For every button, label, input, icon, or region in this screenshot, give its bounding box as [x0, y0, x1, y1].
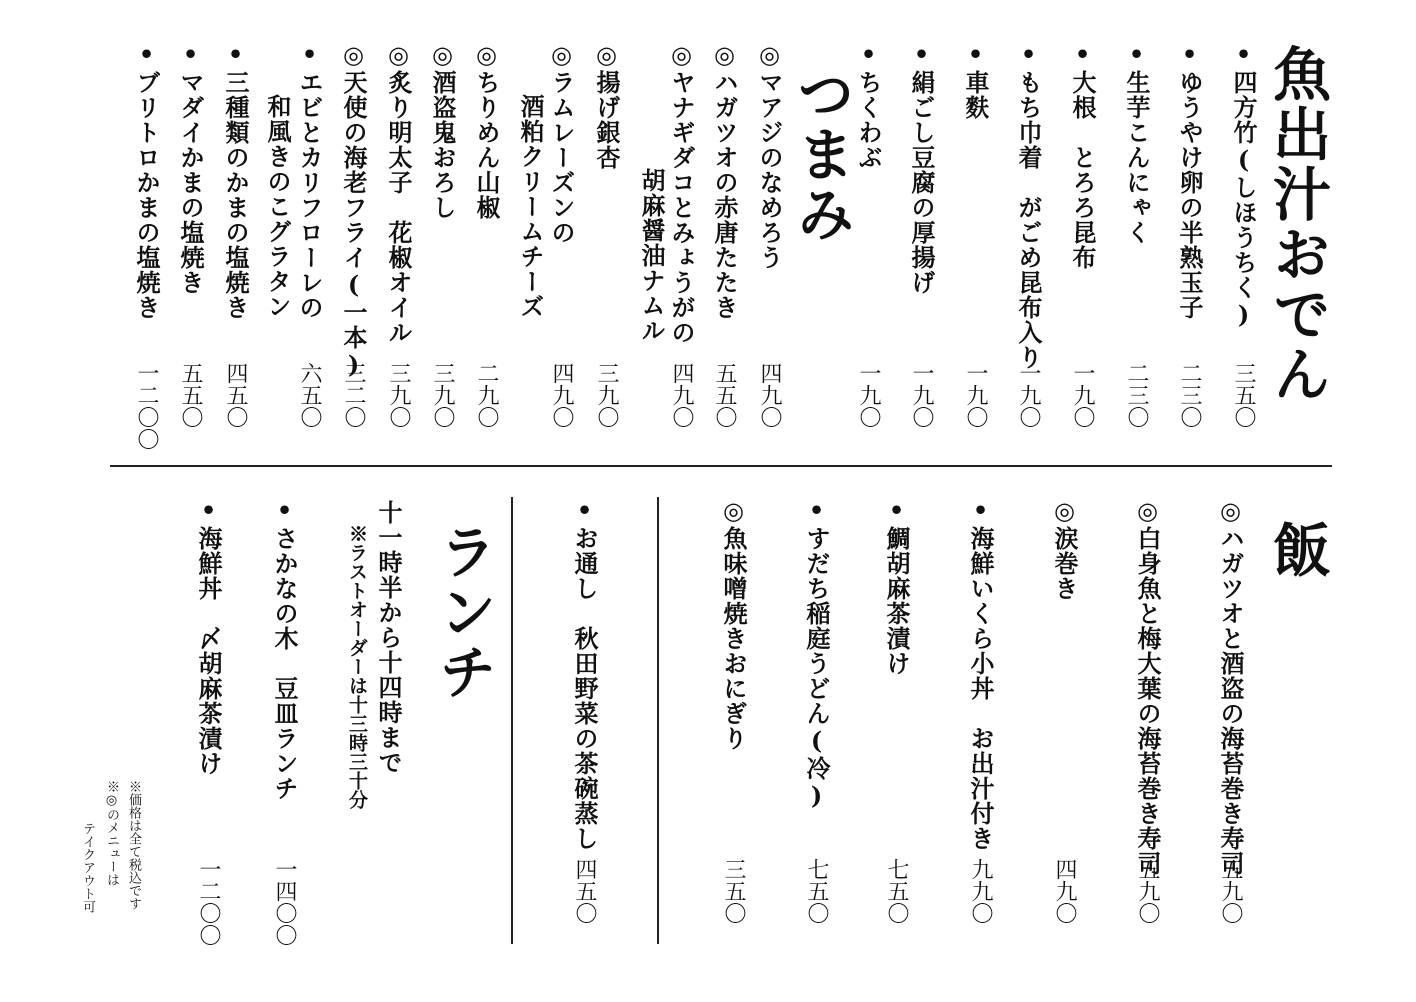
tsumami-price-1: 四九〇: [757, 362, 782, 428]
note-tax: ※価格は全て税込です: [126, 780, 141, 910]
tsumami-price-4: 三九〇: [594, 362, 619, 428]
meshi-item-4: [966, 496, 994, 851]
menu-item-name: ちりめん山椒: [472, 70, 501, 220]
tsumami-price-3: 四九〇: [669, 362, 694, 428]
tsumami-item-5: [547, 40, 575, 245]
tsumami-item-11: [221, 40, 249, 320]
tsumami-title: つまみ: [787, 64, 855, 244]
menu-item-name: マアジのなめろう: [755, 70, 784, 270]
double-circle-icon: ◎: [547, 40, 576, 70]
tsumami-item-6: [472, 40, 500, 220]
tsumami-price-7: 三九〇: [430, 362, 455, 428]
menu-item-name: もち巾着 がごめ昆布入り: [1014, 70, 1043, 370]
bullet-icon: •: [194, 496, 223, 526]
oden-item-6: [961, 40, 989, 120]
tsumami-price-13: 一二〇〇: [134, 362, 159, 450]
menu-item-name: 海鮮いくら小丼 お出汁付き: [966, 526, 995, 851]
tsumami-price-2: 五五〇: [712, 362, 737, 428]
menu-item-name: 酒盗鬼おろし: [428, 70, 457, 220]
menu-item-name: ブリトロかまの塩焼き: [132, 70, 161, 320]
meshi-price-3: 四九〇: [1052, 858, 1077, 924]
menu-item-name: エビとカリフローレの: [295, 70, 324, 320]
oden-price-8: 一九〇: [856, 362, 881, 428]
menu-item-name: ちくわぶ: [854, 70, 883, 170]
otoshi-item: [570, 496, 598, 851]
menu-item-name: 白身魚と梅大葉の海苔巻き寿司: [1133, 526, 1162, 876]
tsumami-item-7: [428, 40, 456, 220]
tsumami-price-10: 六五〇: [297, 362, 322, 428]
meshi-title: 飯: [1263, 520, 1331, 580]
oden-item-2: [1175, 40, 1203, 320]
oden-item-3: [1122, 40, 1150, 245]
menu-item-name: 天使の海老フライ(一本): [339, 70, 368, 380]
menu-item-name: すだち稲庭うどん(冷): [802, 526, 831, 811]
oden-price-3: 二三〇: [1124, 362, 1149, 428]
menu-item-name: 炙り明太子 花椒オイル: [384, 70, 413, 345]
bullet-icon: •: [1068, 40, 1097, 70]
meshi-price-1: 五九〇: [1218, 858, 1243, 924]
tsumami-item-12: [176, 40, 204, 295]
horizontal-divider: [110, 465, 1332, 467]
menu-item-name: ラムレーズンの: [547, 70, 576, 245]
bullet-icon: •: [132, 40, 161, 70]
menu-item-name: 揚げ銀杏: [592, 70, 621, 170]
meshi-item-1: [1216, 496, 1244, 876]
double-circle-icon: ◎: [667, 40, 696, 70]
bullet-icon: •: [270, 496, 299, 526]
tsumami-item-3-line2: 胡麻醤油ナムル: [637, 168, 666, 343]
tsumami-item-2: [710, 40, 738, 320]
bullet-icon: •: [854, 40, 883, 70]
menu-item-name: さかなの木 豆皿ランチ: [270, 526, 299, 801]
bullet-icon: •: [1122, 40, 1151, 70]
tsumami-price-5: 四九〇: [549, 362, 574, 428]
tsumami-price-6: 二九〇: [474, 362, 499, 428]
note-takeout-2: テイクアウト可: [80, 822, 95, 913]
bullet-icon: •: [966, 496, 995, 526]
double-circle-icon: ◎: [719, 496, 748, 526]
tsumami-item-10-line2: 和風きのこグラタン: [263, 94, 292, 319]
double-circle-icon: ◎: [472, 40, 501, 70]
tsumami-price-9: 三二〇: [341, 362, 366, 428]
note-takeout-1: ※◎のメニューは: [104, 780, 119, 886]
tsumami-item-13: [132, 40, 160, 320]
tsumami-item-9: [339, 40, 367, 380]
menu-item-name: 車麩: [961, 70, 990, 120]
meshi-price-7: 三五〇: [721, 858, 746, 924]
tsumami-price-8: 三九〇: [386, 362, 411, 428]
menu-item-name: ゆうやけ卵の半熟玉子: [1175, 70, 1204, 320]
double-circle-icon: ◎: [339, 40, 368, 70]
bullet-icon: •: [1014, 40, 1043, 70]
meshi-item-6: [802, 496, 830, 811]
menu-item-name: 絹ごし豆腐の厚揚げ: [907, 70, 936, 295]
oden-item-8: [854, 40, 882, 170]
meshi-item-3: [1050, 496, 1078, 601]
menu-item-name: お通し 秋田野菜の茶碗蒸し: [570, 526, 599, 851]
bullet-icon: •: [907, 40, 936, 70]
bullet-icon: •: [1229, 40, 1258, 70]
meshi-price-5: 七五〇: [884, 858, 909, 924]
lunch-last-order: ※ラストオーダーは十三時三十分: [346, 524, 368, 809]
lunch-item-2: [194, 496, 222, 776]
double-circle-icon: ◎: [1050, 496, 1079, 526]
menu-item-name: 三種類のかまの塩焼き: [221, 70, 250, 320]
oden-price-2: 二三〇: [1177, 362, 1202, 428]
bullet-icon: •: [1175, 40, 1204, 70]
double-circle-icon: ◎: [710, 40, 739, 70]
tsumami-price-11: 四五〇: [223, 362, 248, 428]
menu-item-name: ハガツオと酒盗の海苔巻き寿司: [1216, 526, 1245, 876]
menu-item-name: 魚味噌焼きおにぎり: [719, 526, 748, 751]
tsumami-item-8: [384, 40, 412, 345]
lunch-price-2: 一二〇〇: [196, 858, 221, 946]
oden-price-4: 一九〇: [1070, 362, 1095, 428]
meshi-item-7: [719, 496, 747, 751]
meshi-item-5: [882, 496, 910, 676]
oden-item-5: [1014, 40, 1042, 370]
tsumami-item-4: [592, 40, 620, 170]
tsumami-price-12: 五五〇: [178, 362, 203, 428]
tsumami-item-10: [295, 40, 323, 320]
menu-item-name: ヤナギダコとみょうがの: [667, 70, 696, 345]
bullet-icon: •: [221, 40, 250, 70]
menu-item-name: マダイかまの塩焼き: [176, 70, 205, 295]
lunch-title: ランチ: [429, 522, 497, 702]
oden-item-4: [1068, 40, 1096, 270]
oden-price-1: 三五〇: [1231, 362, 1256, 428]
menu-item-name: 鯛胡麻茶漬け: [882, 526, 911, 676]
oden-title: 魚出汁おでん: [1263, 44, 1331, 404]
menu-item-name: 生芋こんにゃく: [1122, 70, 1151, 245]
lunch-hours: 十一時半から十四時まで: [374, 500, 403, 775]
otoshi-price: 四五〇: [572, 858, 597, 924]
meshi-price-2: 五九〇: [1135, 858, 1160, 924]
menu-item-name: 海鮮丼 〆胡麻茶漬け: [194, 526, 223, 776]
bullet-icon: •: [802, 496, 831, 526]
oden-price-5: 一九〇: [1016, 362, 1041, 428]
bullet-icon: •: [882, 496, 911, 526]
double-circle-icon: ◎: [1133, 496, 1162, 526]
menu-item-name: 涙巻き: [1050, 526, 1079, 601]
menu-item-name: 四方竹(しほうちく): [1229, 70, 1258, 330]
double-circle-icon: ◎: [384, 40, 413, 70]
oden-item-7: [907, 40, 935, 295]
meshi-price-4: 九九〇: [968, 858, 993, 924]
meshi-price-6: 七五〇: [804, 858, 829, 924]
double-circle-icon: ◎: [1216, 496, 1245, 526]
tsumami-item-3: [667, 40, 695, 345]
lunch-item-1: [270, 496, 298, 801]
double-circle-icon: ◎: [428, 40, 457, 70]
tsumami-item-1: [755, 40, 783, 270]
vertical-divider-1: [657, 497, 659, 944]
bullet-icon: •: [961, 40, 990, 70]
bullet-icon: •: [570, 496, 599, 526]
oden-price-6: 一九〇: [963, 362, 988, 428]
double-circle-icon: ◎: [755, 40, 784, 70]
tsumami-item-5-line2: 酒粕クリームチーズ: [516, 94, 545, 319]
lunch-price-1: 一四〇〇: [272, 858, 297, 946]
double-circle-icon: ◎: [592, 40, 621, 70]
oden-item-1: [1229, 40, 1257, 330]
oden-price-7: 一九〇: [909, 362, 934, 428]
meshi-item-2: [1133, 496, 1161, 876]
menu-item-name: 大根 とろろ昆布: [1068, 70, 1097, 270]
bullet-icon: •: [176, 40, 205, 70]
vertical-divider-2: [511, 497, 513, 944]
menu-item-name: ハガツオの赤唐たたき: [710, 70, 739, 320]
bullet-icon: •: [295, 40, 324, 70]
